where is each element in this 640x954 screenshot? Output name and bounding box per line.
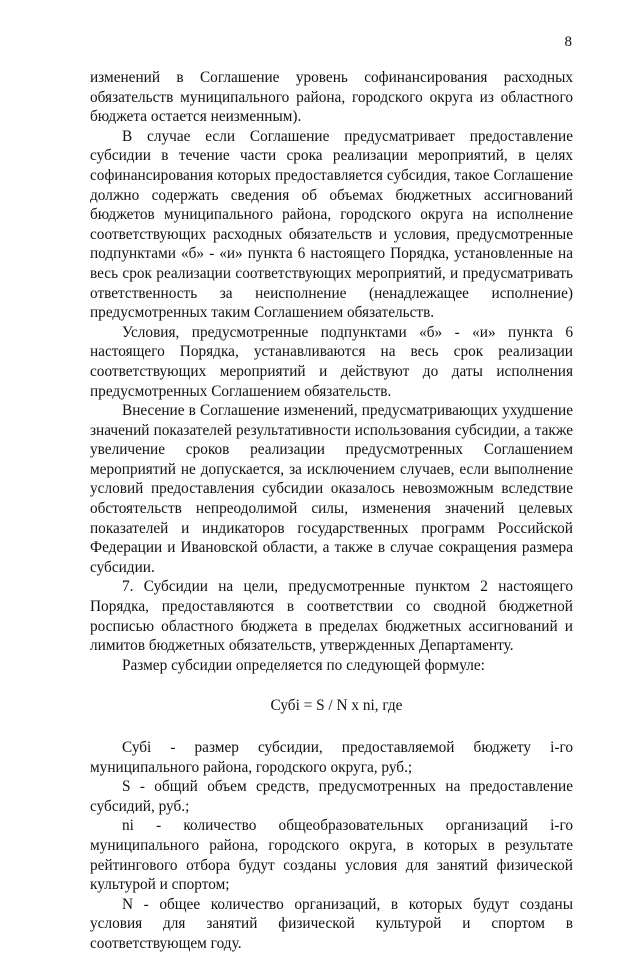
definition-n-i: ni - количество общеобразовательных организаций i-го муниципального района, городского округа, в которых в результате рейтингового отбора будут созданы условия для занятий физической культурой и спортом; — [90, 817, 573, 894]
paragraph-item-7: 7. Субсидии на цели, предусмотренные пунктом 2 настоящего Порядка, предоставляются в соответствии со сводной бюджетной росписью областного бюджета в пределах бюджетных ассигнований и лимитов бюджетных обязательств, утвержденных Департаменту. — [90, 578, 573, 655]
definition-s: S - общий объем средств, предусмотренных на предоставление субсидий, руб.; — [90, 778, 573, 815]
paragraph-agreement-partial-term: В случае если Соглашение предусматривает предоставление субсидии в течение части срока реализации мероприятий, в целях софинансирования которых предоставляется субсидия, такое Соглашение должно содержать сведения об объемах бюджетных ассигнований бюджетов муниципального района, городского округа на исполнение соответствующих расходных обязательств и условия, предусмотренные подпунктами «б» - «и» пункта 6 настоящего Порядка, установленные на весь срок реализации соответствующих мероприятий, и предусматривать ответственность за неисполнение (ненадлежащее исполнение) предусмотренных таким Соглашением обязательств. — [90, 127, 573, 322]
definition-n: N - общее количество организаций, в которых будут созданы условия для занятий физической культурой и спортом в соответствующем году. — [90, 895, 573, 952]
subsidy-formula: Субi = S / N x ni, где — [270, 697, 403, 715]
paragraph-conditions-term: Условия, предусмотренные подпунктами «б» - «и» пункта 6 настоящего Порядка, устанавливаются на весь срок реализации соответствующих мероприятий и действуют до даты исполнения предусмотренных Соглашением обязательств. — [90, 323, 573, 400]
page-number: 8 — [564, 34, 572, 50]
document-body — [90, 68, 573, 954]
paragraph-amendments: Внесение в Соглашение изменений, предусматривающих ухудшение значений показателей результативности использования субсидии, а также увеличение сроков реализации предусмотренных Соглашением мероприятий не допускается, за исключением случаев, если выполнение условий предоставления субсидии оказалось невозможным вследствие обстоятельств непреодолимой силы, изменения значений целевых показателей и индикаторов государственных программ Российской Федерации и Ивановской области, а также в случае сокращения размера субсидии. — [90, 402, 573, 576]
paragraph-formula-intro: Размер субсидии определяется по следующей формуле: — [122, 656, 485, 674]
definition-sub-i: Субi - размер субсидии, предоставляемой бюджету i-го муниципального района, городского округа, руб.; — [90, 739, 573, 776]
paragraph-continuation: изменений в Соглашение уровень софинансирования расходных обязательств муниципального района, городского округа из областного бюджета остается неизменным). — [90, 69, 573, 126]
